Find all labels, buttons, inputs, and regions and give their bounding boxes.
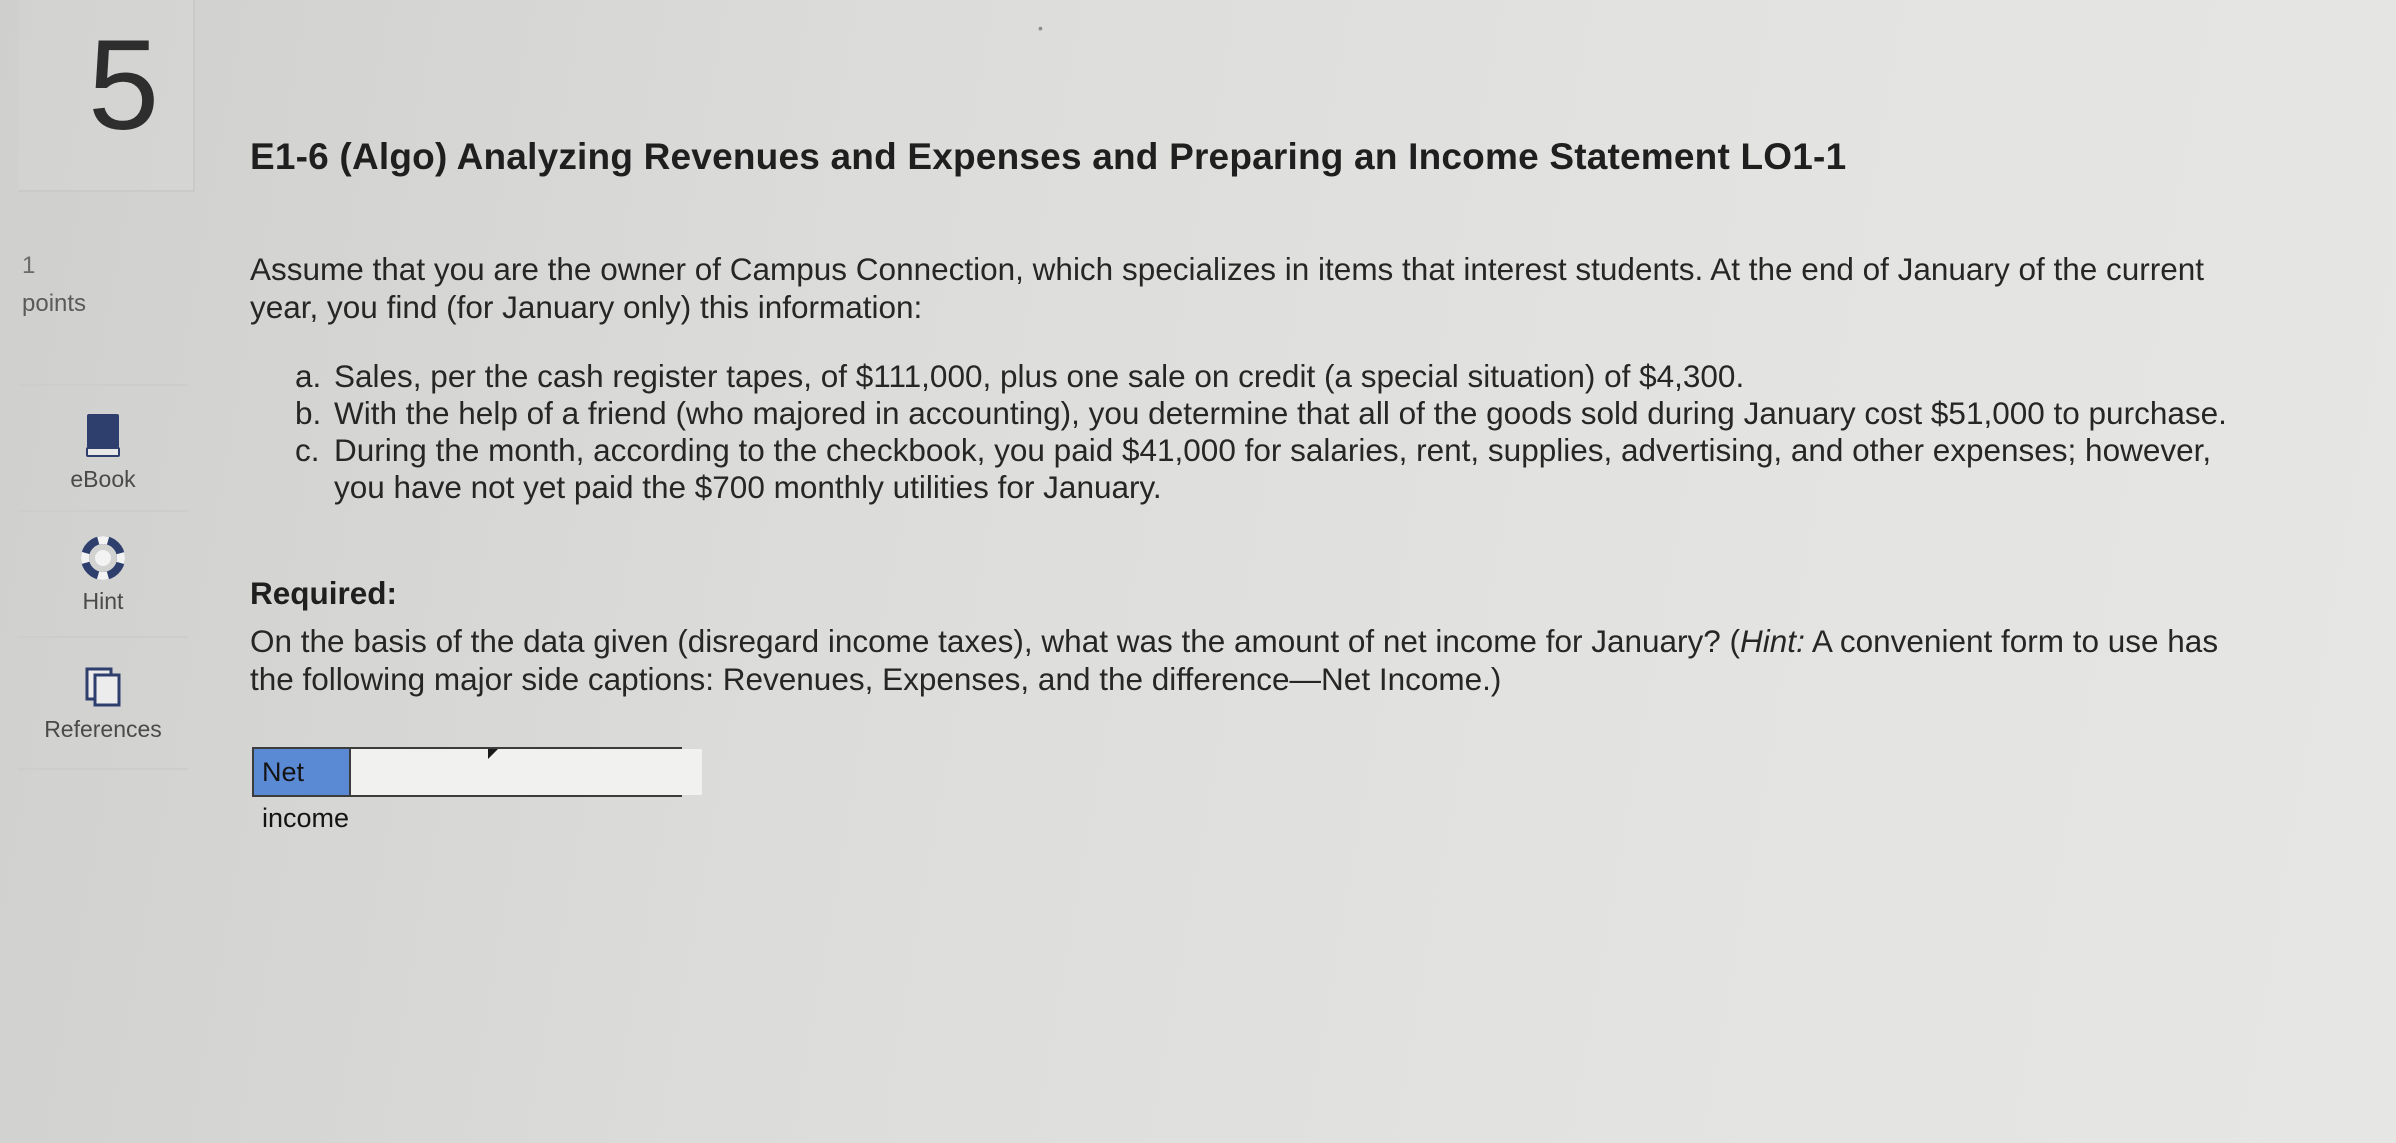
- required-text: [250, 622, 2250, 698]
- hint-label: Hint: [82, 588, 124, 614]
- net-income-label: Net income: [254, 749, 349, 795]
- references-button[interactable]: [18, 636, 188, 770]
- ebook-button[interactable]: [18, 384, 188, 504]
- question-number: 5: [88, 14, 160, 157]
- list-marker: a.: [295, 358, 322, 394]
- book-icon: [85, 412, 121, 458]
- net-income-answer-row: [252, 747, 682, 833]
- required-text-end: A convenient form to use has the following major side captions: Revenues, Expenses, and the difference—Net Income.): [250, 623, 2219, 697]
- points-label: points: [22, 290, 87, 317]
- problem-intro: Assume that you are the owner of Campus Connection, which specializes in items that interest students. At the end of January of the current year, you find (for January only) this information:: [250, 251, 2205, 325]
- question-number-box: [18, 0, 195, 192]
- list-item: [295, 432, 2235, 506]
- list-item: [295, 358, 2235, 395]
- required-heading: Required:: [250, 575, 398, 611]
- list-item-text: During the month, according to the checkbook, you paid $41,000 for salaries, rent, supplies, advertising, and other expenses; however, you have not yet paid the $700 monthly utilities for January.: [334, 432, 2212, 505]
- flag-marker-icon: [488, 749, 498, 759]
- hint-button[interactable]: [18, 510, 188, 630]
- required-hint-label: Hint:: [1740, 623, 1805, 659]
- page-speck: •: [1038, 20, 1043, 36]
- problem-title: E1-6 (Algo) Analyzing Revenues and Expenses and Preparing an Income Statement LO1-1: [250, 136, 1847, 177]
- list-marker: b.: [295, 395, 322, 431]
- references-label: References: [44, 716, 162, 742]
- list-marker: c.: [295, 432, 320, 468]
- documents-icon: [84, 666, 122, 708]
- list-item-text: With the help of a friend (who majored in accounting), you determine that all of the goods sold during January cost $51,000 to purchase.: [334, 395, 2227, 431]
- required-text-start: On the basis of the data given (disregard income taxes), what was the amount of net income for January? (: [250, 623, 1741, 659]
- list-item-text: Sales, per the cash register tapes, of $111,000, plus one sale on credit (a special situation) of $4,300.: [334, 358, 1745, 394]
- ebook-label: eBook: [70, 466, 136, 492]
- list-item: [295, 395, 2235, 432]
- points-value: 1: [22, 252, 36, 279]
- given-information-list: [295, 358, 2235, 506]
- lifebuoy-icon: [81, 536, 125, 580]
- net-income-input[interactable]: [349, 749, 702, 795]
